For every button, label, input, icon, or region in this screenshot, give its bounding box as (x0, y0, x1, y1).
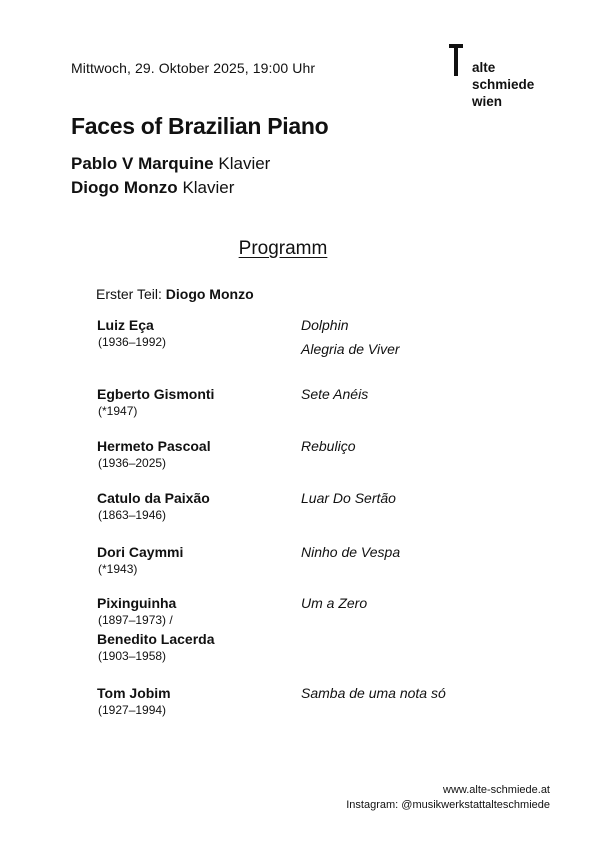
part-performer: Diogo Monzo (165, 286, 254, 302)
website-link[interactable]: www.alte-schmiede.at (443, 784, 550, 796)
composer-name: Egberto Gismonti (97, 386, 215, 402)
alte-schmiede-logo-mark (449, 44, 463, 76)
work-title: Samba de uma nota só (301, 685, 446, 701)
programm-heading: Programm (238, 238, 328, 259)
performer-name: Diogo Monzo (71, 178, 178, 197)
composer-years: (*1943) (98, 562, 138, 576)
part-label: Erster Teil: (96, 286, 162, 302)
performer-line (71, 178, 234, 198)
composer-years: (1863–1946) (98, 508, 167, 522)
composer-years: (1936–2025) (98, 456, 167, 470)
performer-role: Klavier (182, 178, 235, 197)
work-title: Rebuliço (301, 438, 356, 454)
performer-line (71, 154, 270, 174)
part-heading (96, 286, 254, 302)
event-title: Faces of Brazilian Piano (71, 113, 329, 139)
composer-name: Hermeto Pascoal (97, 438, 211, 454)
work-title: Luar Do Sertão (301, 490, 396, 506)
alte-schmiede-logo-text (472, 59, 534, 110)
work-title: Dolphin (301, 317, 349, 333)
composer-years: (1903–1958) (98, 649, 167, 663)
work-title: Ninho de Vespa (301, 544, 401, 560)
composer-name: Benedito Lacerda (97, 631, 215, 647)
instagram-handle[interactable]: Instagram: @musikwerkstattalteschmiede (346, 799, 550, 811)
composer-years: (*1947) (98, 404, 138, 418)
composer-years: (1927–1994) (98, 703, 167, 717)
logo-line: wien (472, 94, 503, 109)
composer-years: (1897–1973) / (98, 613, 173, 627)
work-title: Sete Anéis (301, 386, 369, 402)
composer-name: Tom Jobim (97, 685, 171, 701)
composer-name: Catulo da Paixão (97, 490, 210, 506)
logo-line: schmiede (472, 77, 535, 92)
work-title: Alegria de Viver (301, 341, 400, 357)
performer-name: Pablo V Marquine (71, 154, 214, 173)
composer-name: Pixinguinha (97, 595, 177, 611)
event-date: Mittwoch, 29. Oktober 2025, 19:00 Uhr (71, 60, 316, 76)
composer-name: Dori Caymmi (97, 544, 184, 560)
work-title: Um a Zero (301, 595, 368, 611)
composer-name: Luiz Eça (97, 317, 154, 333)
composer-years: (1936–1992) (98, 335, 167, 349)
performer-role: Klavier (218, 154, 271, 173)
logo-line: alte (472, 60, 496, 75)
